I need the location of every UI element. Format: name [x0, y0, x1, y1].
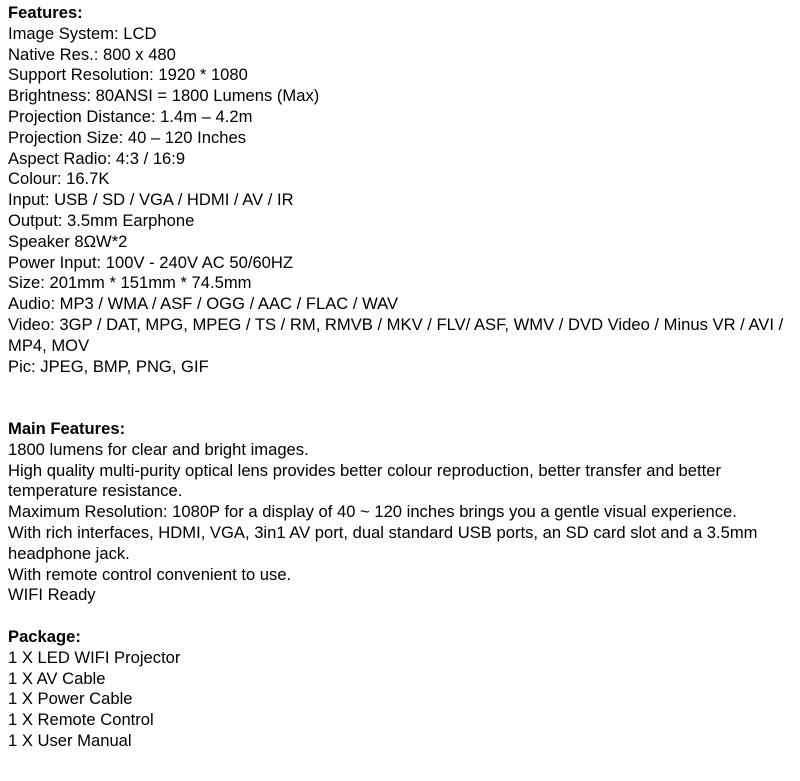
section-spacer: [8, 377, 792, 419]
feature-line: Image System: LCD: [8, 23, 157, 43]
main-feature-line: High quality multi-purity optical lens provides better colour reproduction, better transfer and better temperature resistance.: [8, 460, 726, 501]
package-item: 1 X User Manual: [8, 730, 132, 750]
main-feature-line: WIFI Ready: [8, 585, 96, 605]
feature-line: Speaker 8ΩW*2: [8, 231, 128, 251]
feature-line: Input: USB / SD / VGA / HDMI / AV / IR: [8, 190, 294, 210]
package-item: 1 X Power Cable: [8, 689, 133, 709]
feature-line: Power Input: 100V - 240V AC 50/60HZ: [8, 252, 294, 272]
feature-line: Aspect Radio: 4:3 / 16:9: [8, 148, 186, 168]
main-features-section: [8, 419, 792, 606]
package-item: 1 X Remote Control: [8, 710, 154, 730]
package-section: [8, 627, 792, 752]
feature-line: Brightness: 80ANSI = 1800 Lumens (Max): [8, 86, 320, 106]
main-feature-line: With remote control convenient to use.: [8, 564, 292, 584]
package-item: 1 X LED WIFI Projector: [8, 647, 181, 667]
feature-line: Projection Distance: 1.4m – 4.2m: [8, 106, 253, 126]
main-feature-line: 1800 lumens for clear and bright images.: [8, 439, 309, 459]
feature-line: Support Resolution: 1920 * 1080: [8, 65, 248, 85]
features-heading: Features:: [8, 3, 83, 22]
feature-line: Colour: 16.7K: [8, 169, 110, 189]
main-feature-line: With rich interfaces, HDMI, VGA, 3in1 AV port, dual standard USB ports, an SD card slot and a 3.5mm headphone jack.: [8, 522, 763, 563]
features-section: [8, 3, 792, 377]
feature-line: Video: 3GP / DAT, MPG, MPEG / TS / RM, RMVB / MKV / FLV/ ASF, WMV / DVD Video / Minus VR / AVI / MP4, MOV: [8, 314, 788, 355]
feature-line: Native Res.: 800 x 480: [8, 44, 176, 64]
feature-line: Output: 3.5mm Earphone: [8, 210, 195, 230]
main-features-heading: Main Features:: [8, 418, 126, 438]
section-spacer: [8, 606, 792, 627]
feature-line: Audio: MP3 / WMA / ASF / OGG / AAC / FLAC / WAV: [8, 294, 399, 314]
package-heading: Package:: [8, 626, 81, 646]
document-body: [8, 3, 792, 752]
feature-line: Size: 201mm * 151mm * 74.5mm: [8, 273, 252, 293]
main-feature-line: Maximum Resolution: 1080P for a display of 40 ~ 120 inches brings you a gentle visual experience.: [8, 502, 737, 522]
feature-line: Pic: JPEG, BMP, PNG, GIF: [8, 356, 209, 376]
package-item: 1 X AV Cable: [8, 668, 106, 688]
feature-line: Projection Size: 40 – 120 Inches: [8, 127, 246, 147]
